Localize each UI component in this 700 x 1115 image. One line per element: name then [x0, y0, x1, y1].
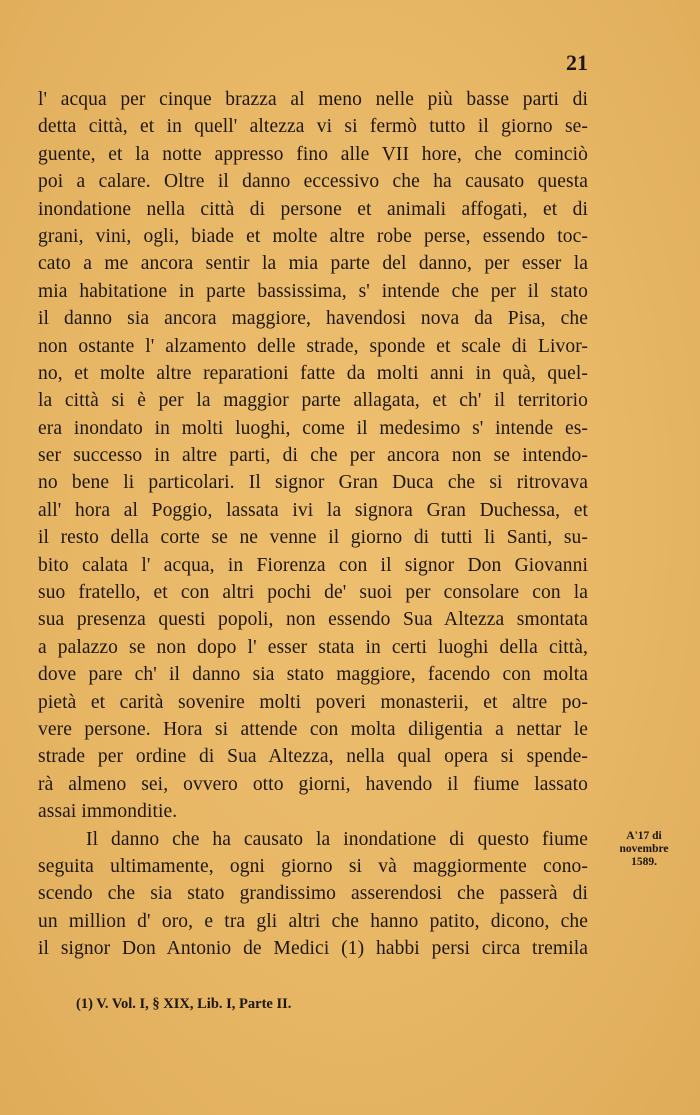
text-line: un million d' oro, e tra gli altri che hanno patito, dicono, che: [38, 910, 588, 932]
text-line: inondatione nella città di persone et animali affogati, et di: [38, 198, 588, 220]
text-line: mia habitatione in parte bassissima, s' intende che per il stato: [38, 280, 588, 302]
text-line: pietà et carità sovenire molti poveri monasterii, et altre po-: [38, 691, 588, 713]
text-line: Il danno che ha causato la inondatione di questo fiume: [86, 828, 588, 850]
text-line: dove pare ch' il danno sia stato maggiore, facendo con molta: [38, 664, 588, 686]
text-line: suo fratello, et con altri pochi de' suoi per consolare con la: [38, 582, 588, 604]
text-line: detta città, et in quell' altezza vi si fermò tutto il giorno se-: [38, 116, 588, 138]
text-line: il resto della corte se ne venne il giorno di tutti li Santi, su-: [38, 527, 588, 549]
margin-date-note: [604, 830, 684, 869]
text-line: l' acqua per cinque brazza al meno nelle più basse parti di: [38, 89, 588, 110]
text-line: non ostante l' alzamento delle strade, sponde et scale di Livor-: [38, 335, 588, 357]
margin-note-line: novembre: [619, 843, 669, 855]
page-number: 21: [566, 50, 588, 75]
text-line: il danno sia ancora maggiore, havendosi nova da Pisa, che: [38, 308, 588, 330]
footnote: (1) V. Vol. I, § XIX, Lib. I, Parte II.: [76, 996, 292, 1012]
margin-note-line: A'17 di: [626, 830, 662, 842]
main-text: [38, 86, 588, 963]
text-line: era inondato in molti luoghi, come il medesimo s' intende es-: [38, 417, 588, 439]
text-line: il signor Don Antonio de Medici (1) habbi persi circa tremila: [38, 938, 588, 960]
text-line: scendo che sia stato grandissimo asserendosi che passerà di: [38, 883, 588, 905]
text-line: no, et molte altre reparationi fatte da molti anni in quà, quel-: [38, 362, 588, 384]
text-line: no bene li particolari. Il signor Gran Duca che si ritrovava: [38, 472, 588, 494]
text-line: la città si è per la maggior parte allagata, et ch' il territorio: [38, 390, 588, 412]
text-line: ser successo in altre parti, di che per ancora non se intendo-: [38, 445, 588, 467]
text-line: bito calata l' acqua, in Fiorenza con il signor Don Giovanni: [38, 554, 588, 576]
text-line: cato a me ancora sentir la mia parte del danno, per esser la: [38, 253, 588, 275]
text-line: seguita ultimamente, ogni giorno si và maggiormente cono-: [38, 855, 588, 877]
text-line: all' hora al Poggio, lassata ivi la signora Gran Duchessa, et: [38, 499, 588, 521]
text-line: grani, vini, ogli, biade et molte altre robe perse, essendo toc-: [38, 225, 588, 247]
text-line: strade per ordine di Sua Altezza, nella qual opera si spende-: [38, 746, 588, 768]
text-line: rà almeno sei, ovvero otto giorni, havendo il fiume lassato: [38, 773, 588, 795]
margin-note-line: 1589.: [631, 856, 657, 868]
text-line: vere persone. Hora si attende con molta diligentia a nettar le: [38, 718, 588, 740]
text-line: a palazzo se non dopo l' esser stata in certi luoghi della città,: [38, 636, 588, 658]
text-line: guente, et la notte appresso fino alle VII hore, che cominciò: [38, 143, 588, 165]
text-line: poi a calare. Oltre il danno eccessivo che ha causato questa: [38, 171, 588, 193]
text-line: assai immonditie.: [38, 801, 178, 823]
text-line: sua presenza questi popoli, non essendo Sua Altezza smontata: [38, 609, 588, 631]
